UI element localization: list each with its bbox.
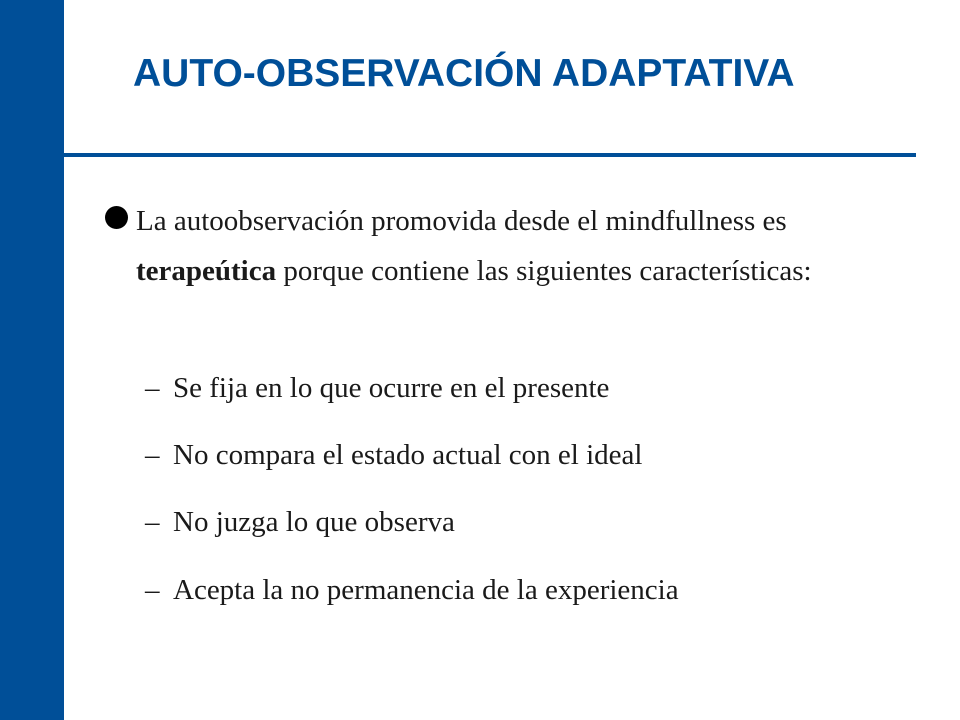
dash-marker: – [145, 574, 160, 606]
sub-item [145, 502, 455, 542]
bullet-text-start: La autoobservación promovida desde el mindfullness es [136, 205, 787, 237]
main-bullet-text [136, 196, 926, 296]
dash-marker: – [145, 439, 160, 471]
sub-item [145, 435, 642, 475]
dash-marker: – [145, 372, 160, 404]
sub-item [145, 368, 609, 408]
slide-title: AUTO-OBSERVACIÓN ADAPTATIVA [133, 52, 795, 95]
sub-item-text: No compara el estado actual con el ideal [173, 439, 643, 471]
bullet-text-end: porque contiene las siguientes características: [276, 255, 812, 287]
sub-item-text: Acepta la no permanencia de la experiencia [173, 574, 679, 606]
sub-item-text: No juzga lo que observa [173, 506, 455, 538]
sub-item-text: Se fija en lo que ocurre en el presente [173, 372, 610, 404]
bullet-bold-term: terapeútica [136, 255, 277, 287]
dash-marker: – [145, 506, 160, 538]
sub-item [145, 570, 679, 610]
bullet-dot-icon [105, 206, 128, 229]
